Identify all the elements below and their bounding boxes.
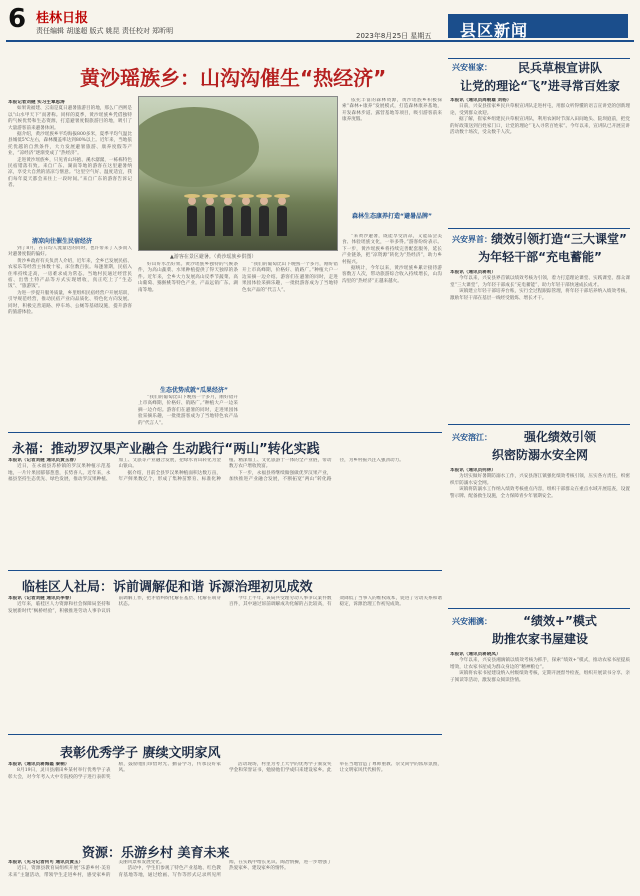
photo-person [277, 206, 287, 236]
divider [448, 228, 630, 229]
kicker-jieshou: 兴安界首： [452, 235, 492, 244]
headline-rongjiang-1: 强化绩效引领 [523, 430, 596, 444]
divider [448, 608, 630, 609]
headline-cuijia-2: 让党的理论“飞”进寻常百姓家 [460, 79, 620, 93]
headline-lingui-text: 诉前调解促和谐 诉源治理初见成效 [113, 580, 313, 595]
paragraph: 该镇建立年轻干部培养台账，实行全过程跟踪管理，将年轻干部培养纳入绩效考核，激励年轻干部在基层一线经受锻炼、增长才干。 [450, 289, 630, 301]
story-cuijia-text [450, 98, 630, 226]
paragraph: 8月19日，灵川县潮田乡某村举行优秀学子表彰大会，对今年考入大中专院校的学子进行表彰奖励，鼓励他们珍惜时光、勤奋学习，传承良好家风。 [8, 762, 221, 780]
paragraph: 活动现场，村里为考上大学的优秀学子颁发奖学金和荣誉证书，勉励他们学成归来建设家乡。此举在当地营造了尊师重教、崇文尚学的浓厚氛围，让文明家风代代相传。 [229, 762, 442, 774]
divider [8, 570, 442, 571]
kicker-ziyuan: 资源： [82, 846, 122, 861]
story-yongfu-text [8, 458, 442, 558]
paragraph: 今年以来，兴安县界首镇以绩效考核为引领，着力打造理论课堂、实践课堂、群众课堂“三大课堂”，为年轻干部成长“充电蓄能”，助力年轻干部快速成长成才。 [450, 276, 630, 288]
byline: 本报讯（通讯员何林） [450, 468, 496, 473]
headline-rongjiang-2: 织密防溺水安全网 [491, 448, 588, 462]
kicker-lingui: 临桂区人社局： [22, 580, 114, 595]
section-title: 县区新闻 [460, 21, 529, 40]
story-xiangli-text [450, 652, 630, 890]
kicker-xiangli: 兴安湘漓： [452, 617, 492, 626]
story-lingui-text [8, 596, 442, 726]
lead-column-4b [342, 234, 442, 424]
story-ziyuan-text [8, 860, 442, 892]
photo-person [205, 206, 215, 236]
lead-column-1 [8, 100, 132, 230]
lead-paragraph: 好山好水出好果。黄沙瑶族乡独特的气候条件，为高山蔬菜、水果种植提供了得天独厚的条件。近年来，全乡大力发展高山反季节蔬菜、高山葡萄、猕猴桃等特色产业，产品远销广东、湖南等地。 [138, 262, 238, 293]
paragraph: 该镇将防溺水工作纳入绩效考核重点内容，组织干部群众在重点水域开展巡查，设置警示牌、配备救生设施，全力保障青少年暑期安全。 [450, 487, 630, 499]
lead-column-2b [138, 395, 238, 425]
issue-date: 2023年8月25日 星期五 [356, 32, 432, 40]
divider [8, 432, 442, 433]
byline: 本报讯（记者刘健 通讯员黄玉春） [8, 458, 79, 463]
lead-column-4 [342, 98, 442, 208]
headline-yongfu-text: 推动罗汉果产业融合 生动践行“两山”转化实践 [51, 442, 320, 457]
paragraph: 据了解，崔家乡组建民兵草根宣讲队，利用农闲时节深入田间地头、院坝庭前，把党的好政策送到百姓家门口，让党的理论“飞入寻常百姓家”。今年以来，宣讲队已开展宣讲活动数十场次，受众数千人次。 [450, 117, 630, 136]
paragraph: 近日，在永福县苏桥镇的罗汉果种植示范基地，一片片果园郁郁葱葱，长势喜人。近年来，永福县坚持生态优先、绿色发展，推动罗汉果种植、加工、文旅等产业融合发展，把绿水青山转化为金山银山。 [8, 458, 221, 483]
lead-column-2 [138, 262, 238, 380]
headline-xiangli-2: 助推农家书屋建设 [491, 632, 588, 646]
byline: 本报讯（通讯员蒋晓凤） [450, 652, 501, 657]
headline-cuijia-1: 民兵草根宣讲队 [517, 61, 602, 75]
headline-ziyuan [82, 842, 230, 861]
divider [448, 58, 630, 59]
lead-subhead-1: 清凉向往催生民宿经济 [32, 238, 93, 245]
lead-subhead-2: 生态优势成就“瓜果经济” [160, 387, 228, 394]
photo-person [241, 206, 251, 236]
byline: 本报讯（通讯员蒋海霞 秦桐） [8, 762, 70, 767]
lead-headline: 黄沙瑶族乡：山沟沟催生“热经济” [80, 66, 387, 90]
photo-caption: ▲游客在景区避暑。（黄沙瑶族乡供图） [170, 254, 257, 260]
lead-paragraph: 据介绍，黄沙瑶族乡平均海拔800多米，夏季平均气温比县城低5℃左右，森林覆盖率达到80%以上。近年来，当地依托优越的自然条件，大力发展避暑旅游、康养度假等产业，“凉经济”逐渐变成了“热经济”。 [8, 132, 132, 157]
headline-jieshou-2: 为年轻干部“充电蓄能” [478, 250, 602, 264]
kicker-yongfu: 永福： [12, 442, 52, 457]
lead-photo [138, 96, 338, 251]
headline-biaozhang: 表彰优秀学子 赓续文明家风 [60, 746, 221, 761]
photo-person [259, 206, 269, 236]
byline: 本报讯（通讯员蒋莉） [450, 270, 496, 275]
lead-subhead-3: 森林生态康养打造“避暑品牌” [352, 213, 432, 220]
paper-name: 桂林日报 [36, 11, 89, 26]
paragraph: 近日，资源县教育局组织开展“乐游乡村·美育未来”主题活动，带领学生走进乡村，感受家乡的美丽风景和发展变化。 [8, 860, 165, 878]
staff-credits: 责任编辑 胡遂超 版式 姚昆 责任校对 郑昕明 [36, 27, 174, 35]
paragraph: 下一步，永福县将继续做强做优罗汉果产业，加快推进产业融合发展，不断拓宽“两山”转化路径，为乡村振兴注入强劲动力。 [229, 458, 404, 483]
headline-ziyuan-text: 乐游乡村 美育未来 [121, 846, 230, 861]
paragraph: 今年上半年，该局共受理劳动人事争议案件数百件，其中通过诉前调解成功化解的占比较高，有效降低了当事人的维权成本，促进了劳动关系和谐稳定，诉源治理工作初见成效。 [229, 596, 442, 608]
photo-hill [138, 107, 259, 187]
page-number: 6 [8, 4, 27, 34]
lead-column-3 [242, 262, 338, 425]
lead-paragraph: “我们的葡萄比山下晚熟一个多月，刚好错开上市高峰期，价格好、销路广。”种植大户一边采摘一边介绍。游客们在避暑的同时，走进果园体验采摘乐趣，一批批游客成为了当地特色农产品的“代言人”。 [138, 395, 238, 425]
paragraph: 为切实做好暑期防溺水工作，兴安县溶江镇强化绩效考核引领，压实各方责任，织密织牢防溺水安全网。 [450, 474, 630, 486]
paragraph: 该镇将农家书屋建设纳入村级绩效考核，定期开展督导检查，组织开展读书分享、亲子阅读等活动，激发群众阅读热情。 [450, 671, 630, 683]
headline-xiangli-1: “绩效+”模式 [523, 614, 597, 628]
paragraph: 今年以来，兴安县湘漓镇以绩效考核为抓手，探索“绩效+”模式，推动农家书屋提质增效，让农家书屋成为群众身边的“精神粮仓”。 [450, 658, 630, 670]
paragraph: 据介绍，目前全县罗汉果种植面积达数万亩，年产鲜果数亿个，形成了集种苗繁育、标准化种植、精深加工、文化旅游于一体的全产业链，带动数万农户增收致富。 [118, 458, 332, 483]
lead-paragraph: 据统计，今年以来，黄沙瑶族乡累计接待游客数万人次，带动旅游综合收入持续增长，山沟沟里的“热经济”正越来越火。 [342, 266, 442, 284]
byline: 本报讯（记者刘健 通讯员李春） [8, 596, 74, 601]
lead-paragraph: “来黄沙避暑，既能享受清凉，又能品尝美食、体验瑶族文化，一举多得。”游客纷纷表示。下一步，黄沙瑶族乡将持续完善配套服务，延长产业链条，把“凉资源”转化为“热经济”，助力乡村振兴。 [342, 234, 442, 265]
paragraph: 日前，兴安县崔家乡民兵草根宣讲队走进村屯，用群众听得懂的语言宣讲党的创新理论，受到群众欢迎。 [450, 104, 630, 116]
byline: 本报讯（通讯员周朝雄 刘杨） [450, 98, 512, 103]
lead-paragraph: 依托丰富的森林资源，黄沙瑶族乡积极探索“森林+康养”发展模式，打造森林康养基地，开发森林步道、露营基地等项目，吸引游客前来康养度假。 [342, 98, 442, 123]
byline: 本报讯（见习记者何可 通讯员黄玉） [8, 860, 84, 865]
lead-paragraph: “我们的葡萄比山下晚熟一个多月，刚好错开上市高峰期，价格好、销路广。”种植大户一边采摘一边介绍。游客们在避暑的同时，走进果园体验采摘乐趣，一批批游客成为了当地特色农产品的“代言人”。 [242, 262, 338, 293]
lead-paragraph: 走进黄沙瑶族乡，只见青山环抱、溪水潺潺，一栋栋特色民宿错落有致。来自广东、湖南等地的游客在这里避暑纳凉，享受大自然的清凉与惬意。“这里空气好、温度适宜，我们每年夏天都会来住上一段时间。”来自广东的游客告诉记者。 [8, 157, 132, 189]
lead-paragraph: 到了8月，在日均人流量达的同时，也许带来了人多而人对避暑度假的偏好。 [8, 246, 132, 258]
headline-jieshou-1: 绩效引领打造“三大课堂” [491, 232, 627, 246]
lead-column-1b [8, 246, 132, 424]
headline-yongfu [12, 438, 320, 457]
story-biaozhang-text [8, 762, 442, 836]
kicker-rongjiang: 兴安溶江： [452, 433, 492, 442]
paragraph: 近年来，临桂区人力资源和社会保障局坚持和发展新时代“枫桥经验”，积极推进劳动人事争议诉前调解工作，把矛盾纠纷化解在基层、化解在萌芽状态。 [8, 596, 221, 614]
paragraph: 活动中，学生们参观了特色产业基地、红色教育基地等地，通过绘画、写作等形式记录所见所闻，在实践中增长见识、陶冶情操，进一步增强了热爱家乡、建设家乡的情怀。 [118, 860, 332, 878]
lead-paragraph: 黄沙乡政府有关负责人介绍，近年来，全乡已发展民宿、农家乐等经营主体数十家，床位数百张。每逢暑期，民宿入住率持续走高，一房难求成为常态。当地村民通过经营民宿、出售土特产品等方式实现增收，真正吃上了“生态饭”、“旅游饭”。 [8, 258, 132, 290]
lead-paragraph: 为进一步提升服务质量，乡里组织民宿经营户开展培训，引导规范经营，推动民宿产业向品质化、特色化方向发展。同时，积极完善道路、停车场、公厕等基础设施，提升游客的旅游体验。 [8, 290, 132, 316]
divider [8, 734, 442, 735]
story-rongjiang-text [450, 468, 630, 606]
photo-person [187, 206, 197, 236]
headline-lingui [22, 576, 313, 595]
kicker-cuijia: 兴安崔家： [452, 63, 492, 72]
divider [448, 424, 630, 425]
lead-byline: 本报记者刘健 实习生覃思涛 [8, 100, 65, 105]
lead-paragraph: 如果说福建、云南是夏日避暑旅游目的地，那么广西则是以“山水甲天下”而著称。同样的夏季，黄沙瑶族乡凭借独特的气候优势和生态资源，打造避暑度假旅游目的地，吸引了大量游客前来避暑休闲。 [8, 106, 132, 131]
photo-person [223, 206, 233, 236]
story-jieshou-text [450, 270, 630, 422]
